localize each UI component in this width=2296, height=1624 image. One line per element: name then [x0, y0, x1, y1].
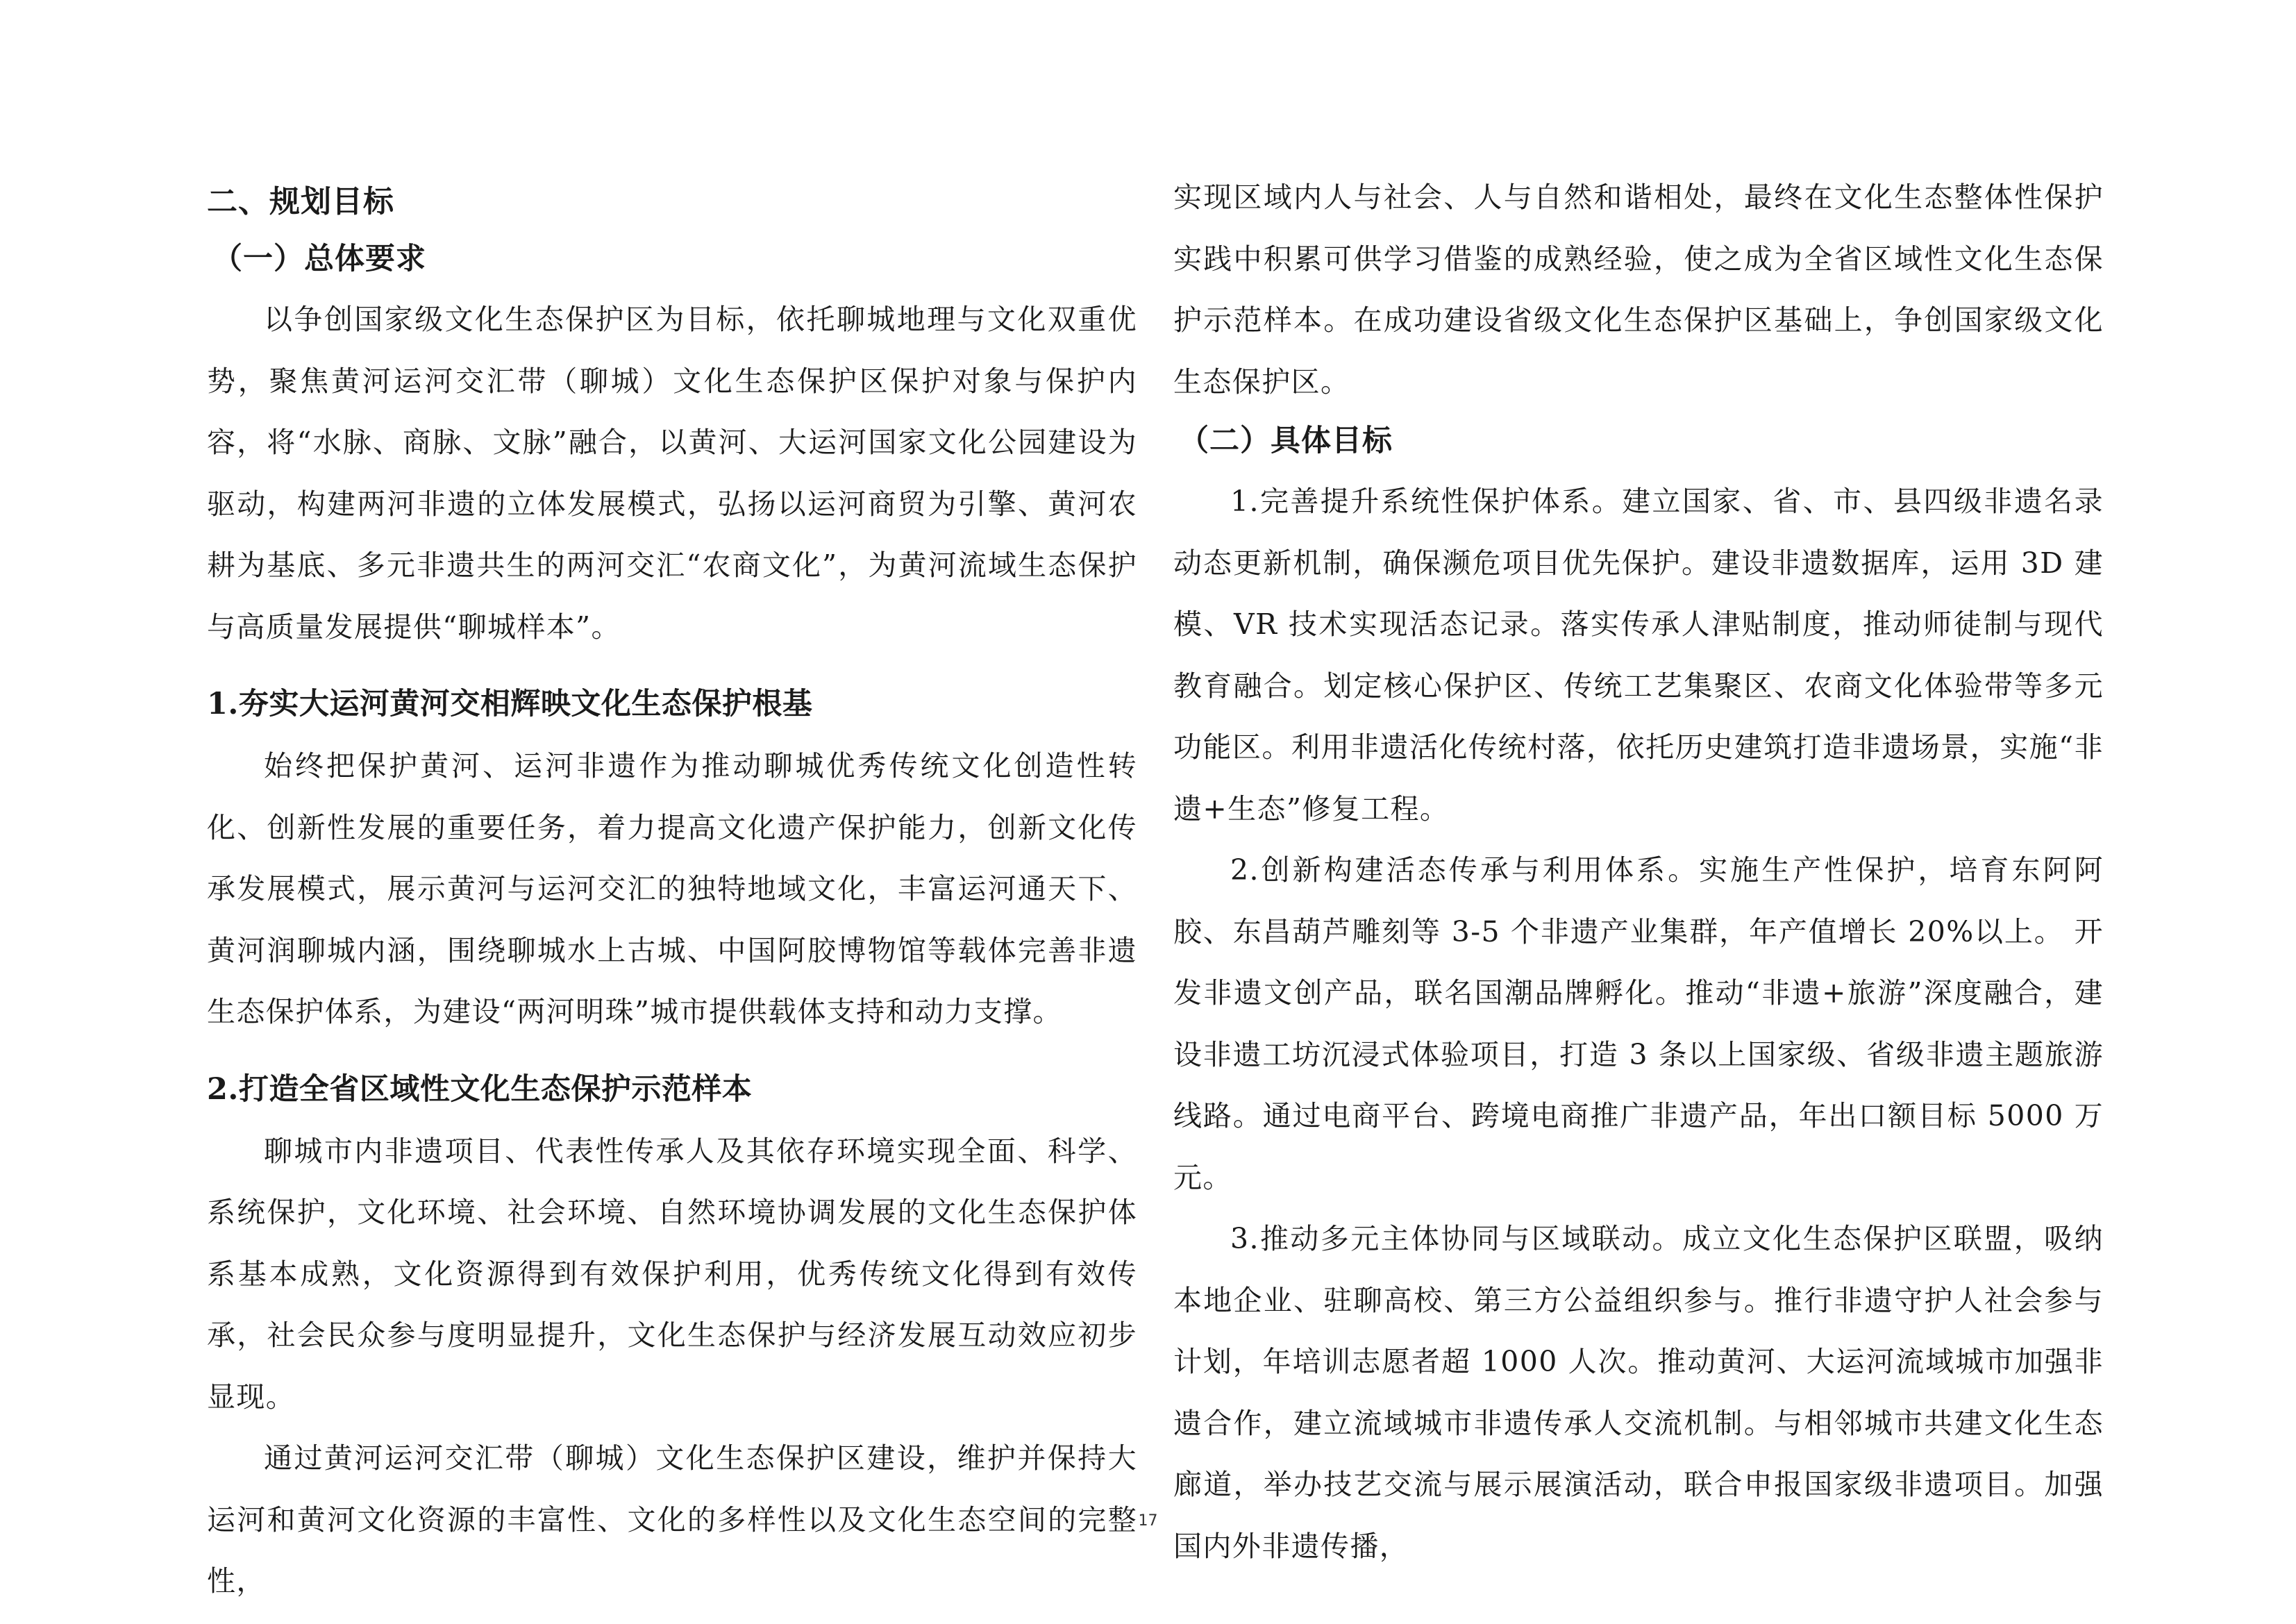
- paragraph-overall-requirements: 以争创国家级文化生态保护区为目标，依托聊城地理与文化双重优势，聚焦黄河运河交汇带（聊城）文化生态保护区保护对象与保护内容，将“水脉、商脉、文脉”融合，以黄河、大运河国家文化公园建设为驱动，构建两河非遗的立体发展模式，弘扬以运河商贸为引擎、黄河农耕为基底、多元非遗共生的两河交汇“农商文化”，为黄河流域生态保护与高质量发展提供“聊城样本”。: [207, 303, 1137, 644]
- paragraph-item-2-continued: 通过黄河运河交汇带（聊城）文化生态保护区建设，维护并保持大运河和黄河文化资源的丰富性、文化的多样性以及文化生态空间的完整性，: [207, 1441, 1137, 1598]
- page-number: 17: [1138, 1512, 1158, 1530]
- sub-heading-specific-goals: （二）具体目标: [1179, 424, 1393, 458]
- left-column: [207, 167, 1137, 1612]
- sub-heading-overall-requirements: （一）总体要求: [212, 242, 426, 276]
- paragraph-goal-2: 2.创新构建活态传承与利用体系。实施生产性保护，培育东阿阿胶、东昌葫芦雕刻等 3-5 个非遗产业集群，年产值增长 20%以上。 开发非遗文创产品，联名国潮品牌孵化。推动“非遗+旅游”深度融合，建设非遗工坊沉浸式体验项目，打造 3 条以上国家级、省级非遗主题旅游线路。通过电商平台、跨境电商推广非遗产品，年出口额目标 5000 万元。: [1173, 853, 2104, 1194]
- item-heading-1: 1.夯实大运河黄河交相辉映文化生态保护根基: [207, 687, 813, 721]
- paragraph-item-1: 始终把保护黄河、运河非遗作为推动聊城优秀传统文化创造性转化、创新性发展的重要任务，着力提高文化遗产保护能力，创新文化传承发展模式，展示黄河与运河交汇的独特地域文化，丰富运河通天下、黄河润聊城内涵，围绕聊城水上古城、中国阿胶博物馆等载体完善非遗生态保护体系，为建设“两河明珠”城市提供载体支持和动力支撑。: [207, 749, 1137, 1028]
- section-heading: 二、规划目标: [207, 184, 394, 219]
- right-column: [1173, 167, 2104, 1577]
- paragraph-goal-3: 3.推动多元主体协同与区域联动。成立文化生态保护区联盟，吸纳本地企业、驻聊高校、第三方公益组织参与。推行非遗守护人社会参与计划，年培训志愿者超 1000 人次。推动黄河、大运河流域城市加强非遗合作，建立流域城市非遗传承人交流机制。与相邻城市共建文化生态廊道，举办技艺交流与展示展演活动，联合申报国家级非遗项目。加强国内外非遗传播，: [1173, 1222, 2104, 1563]
- paragraph-goal-1: 1.完善提升系统性保护体系。建立国家、省、市、县四级非遗名录动态更新机制，确保濒危项目优先保护。建设非遗数据库，运用 3D 建模、VR 技术实现活态记录。落实传承人津贴制度，推动师徒制与现代教育融合。划定核心保护区、传统工艺集聚区、农商文化体验带等多元功能区。利用非遗活化传统村落，依托历史建筑打造非遗场景，实施“非遗+生态”修复工程。: [1173, 485, 2104, 826]
- paragraph-item-2: 聊城市内非遗项目、代表性传承人及其依存环境实现全面、科学、系统保护，文化环境、社会环境、自然环境协调发展的文化生态保护体系基本成熟，文化资源得到有效保护利用，优秀传统文化得到有效传承，社会民众参与度明显提升，文化生态保护与经济发展互动效应初步显现。: [207, 1134, 1137, 1414]
- item-heading-2: 2.打造全省区域性文化生态保护示范样本: [207, 1071, 753, 1107]
- paragraph-continued: 实现区域内人与社会、人与自然和谐相处，最终在文化生态整体性保护实践中积累可供学习借鉴的成熟经验，使之成为全省区域性文化生态保护示范样本。在成功建设省级文化生态保护区基础上，争创国家级文化生态保护区。: [1173, 181, 2104, 399]
